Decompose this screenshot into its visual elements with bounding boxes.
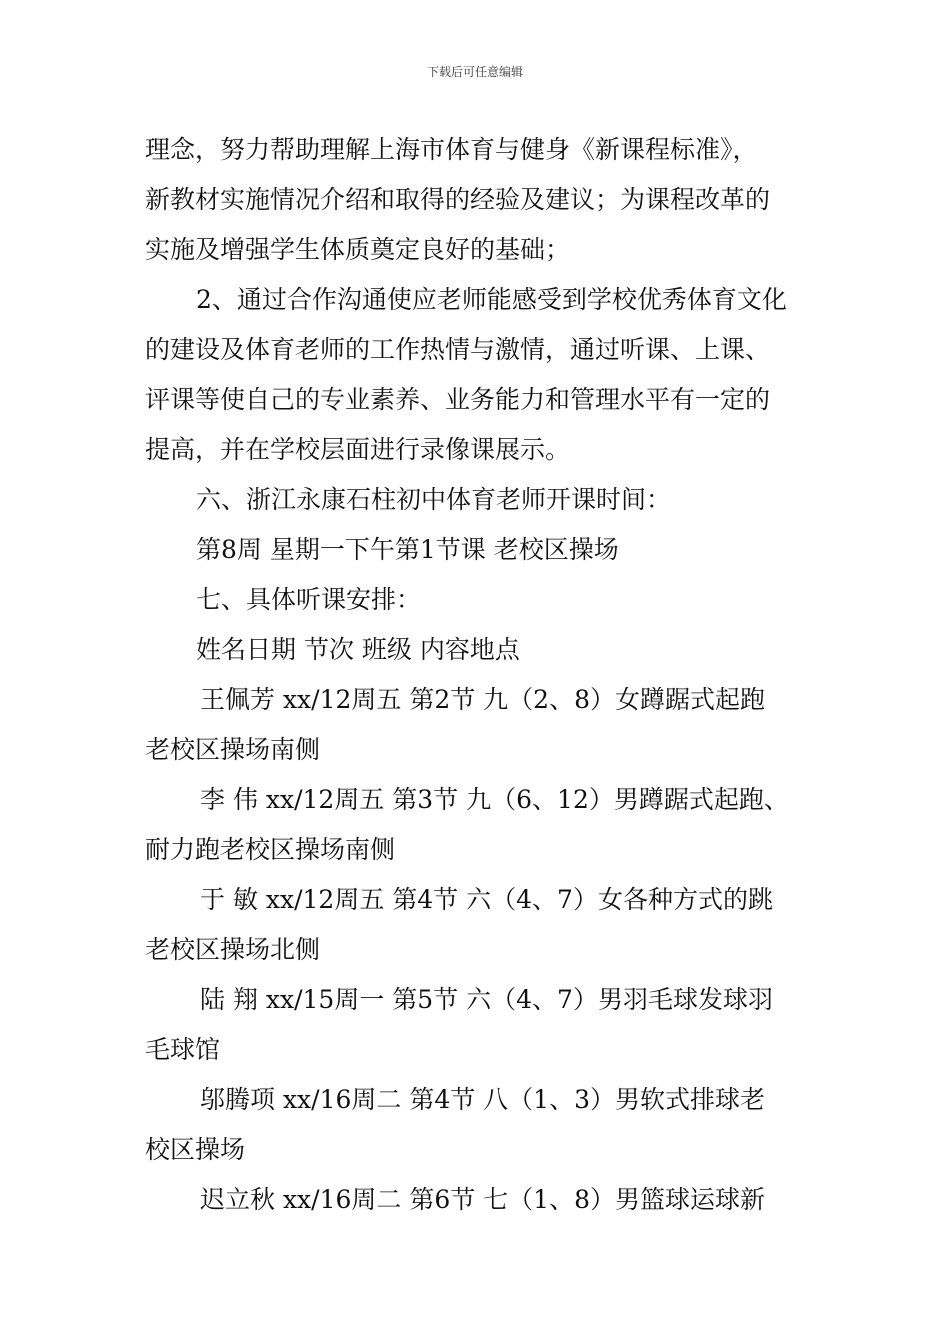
schedule-entry-line: 迟立秋 xx/16周二 第6节 七（1、8）男篮球运球新 bbox=[200, 1185, 765, 1214]
schedule-entry-line: 陆 翔 xx/15周一 第5节 六（4、7）男羽毛球发球羽 bbox=[200, 985, 773, 1014]
paragraph-line: 2、通过合作沟通使应老师能感受到学校优秀体育文化 bbox=[196, 285, 787, 314]
schedule-entry-line: 于 敏 xx/12周五 第4节 六（4、7）女各种方式的跳 bbox=[200, 885, 773, 914]
paragraph-line: 第8周 星期一下午第1节课 老校区操场 bbox=[196, 535, 619, 564]
schedule-entry-line: 老校区操场北侧 bbox=[145, 935, 321, 964]
schedule-entry-line: 毛球馆 bbox=[145, 1035, 221, 1064]
schedule-entry-line: 老校区操场南侧 bbox=[145, 735, 321, 764]
schedule-entry-line: 耐力跑老校区操场南侧 bbox=[145, 835, 396, 864]
section-heading: 六、浙江永康石柱初中体育老师开课时间： bbox=[196, 485, 672, 514]
schedule-entry-line: 邬腾项 xx/16周二 第4节 八（1、3）男软式排球老 bbox=[200, 1085, 765, 1114]
schedule-entry-line: 校区操场 bbox=[145, 1135, 246, 1164]
schedule-entry-line: 王佩芳 xx/12周五 第2节 九（2、8）女蹲踞式起跑 bbox=[200, 685, 765, 714]
page-header: 下载后可任意编辑 bbox=[426, 65, 523, 79]
paragraph-line: 的建设及体育老师的工作热情与激情，通过听课、上课、 bbox=[145, 335, 771, 364]
section-heading: 七、具体听课安排： bbox=[196, 585, 422, 614]
paragraph-line: 新教材实施情况介绍和取得的经验及建议；为课程改革的 bbox=[145, 185, 771, 214]
paragraph-line: 理念，努力帮助理解上海市体育与健身《新课程标准》， bbox=[145, 135, 758, 164]
schedule-header-line: 姓名日期 节次 班级 内容地点 bbox=[196, 635, 520, 664]
paragraph-line: 实施及增强学生体质奠定良好的基础； bbox=[145, 235, 571, 264]
paragraph-line: 评课等使自己的专业素养、业务能力和管理水平有一定的 bbox=[145, 385, 771, 414]
paragraph-line: 提高，并在学校层面进行录像课展示。 bbox=[145, 435, 571, 464]
schedule-entry-line: 李 伟 xx/12周五 第3节 九（6、12）男蹲踞式起跑、 bbox=[200, 785, 789, 814]
